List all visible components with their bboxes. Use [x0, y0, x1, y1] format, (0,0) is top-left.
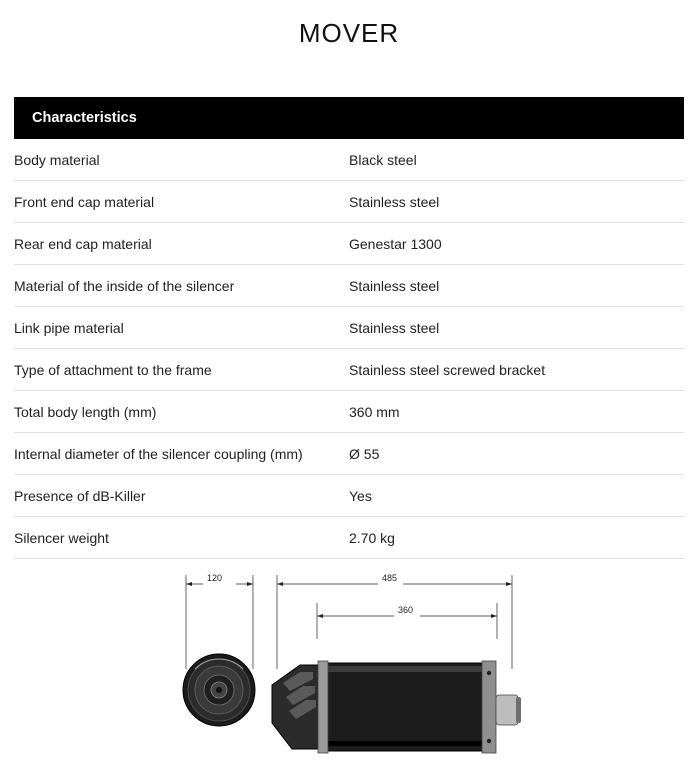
table-row	[14, 139, 684, 181]
row-label: Rear end cap material	[14, 223, 349, 265]
table-row	[14, 433, 684, 475]
row-value: Genestar 1300	[349, 223, 684, 265]
row-label: Presence of dB-Killer	[14, 475, 349, 517]
table-row	[14, 307, 684, 349]
front-view	[183, 654, 255, 726]
table-header-cell: Characteristics	[14, 97, 684, 139]
side-view	[272, 661, 521, 753]
dimension-overall-length: 485	[382, 573, 398, 583]
table-row	[14, 223, 684, 265]
row-label: Type of attachment to the frame	[14, 349, 349, 391]
table-head	[14, 97, 684, 139]
table-row	[14, 517, 684, 559]
row-value: Black steel	[349, 139, 684, 181]
row-label: Front end cap material	[14, 181, 349, 223]
row-label: Body material	[14, 139, 349, 181]
dimension-body-length: 360	[398, 605, 414, 615]
table-row	[14, 475, 684, 517]
table-row	[14, 391, 684, 433]
row-value: Stainless steel	[349, 307, 684, 349]
row-label: Material of the inside of the silencer	[14, 265, 349, 307]
row-label: Internal diameter of the silencer coupling (mm)	[14, 433, 349, 475]
row-value: Yes	[349, 475, 684, 517]
row-label: Total body length (mm)	[14, 391, 349, 433]
table-row	[14, 265, 684, 307]
table-row	[14, 181, 684, 223]
table-body	[14, 139, 684, 559]
page-title: MOVER	[298, 18, 400, 48]
row-value: Ø 55	[349, 433, 684, 475]
dimension-front-width: 120	[207, 573, 223, 583]
table-row	[14, 349, 684, 391]
table-header-row	[14, 97, 684, 139]
characteristics-table	[14, 97, 684, 559]
row-value: 2.70 kg	[349, 517, 684, 559]
row-label: Link pipe material	[14, 307, 349, 349]
technical-drawing	[0, 573, 698, 763]
row-value: Stainless steel screwed bracket	[349, 349, 684, 391]
row-value: 360 mm	[349, 391, 684, 433]
row-value: Stainless steel	[349, 181, 684, 223]
exhaust-drawing-svg	[0, 573, 698, 763]
row-label: Silencer weight	[14, 517, 349, 559]
row-value: Stainless steel	[349, 265, 684, 307]
